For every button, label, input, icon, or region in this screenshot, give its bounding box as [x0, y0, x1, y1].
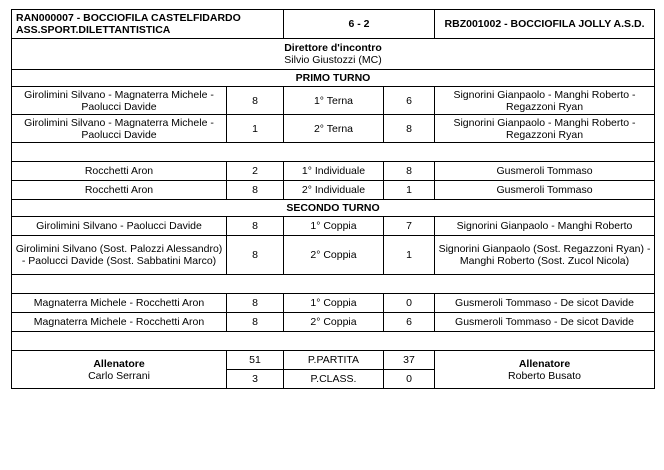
match-type: 2° Coppia: [284, 236, 384, 275]
home-players: Magnaterra Michele - Rocchetti Aron: [12, 313, 227, 332]
match-type: 1° Coppia: [284, 294, 384, 313]
away-score: 1: [384, 236, 435, 275]
home-partita-points: 51: [227, 351, 284, 370]
director-name: Silvio Giustozzi (MC): [284, 54, 382, 66]
section-title-second: SECONDO TURNO: [12, 200, 655, 217]
section-title-first: PRIMO TURNO: [12, 70, 655, 87]
spacer-row: [12, 332, 655, 351]
home-players: Girolimini Silvano - Magnaterra Michele - Paolucci Davide: [12, 87, 227, 115]
match-type: 1° Individuale: [284, 162, 384, 181]
away-score: 6: [384, 313, 435, 332]
home-coach-cell: [12, 351, 227, 389]
home-coach-label: Allenatore: [93, 357, 145, 370]
home-team: [12, 10, 284, 39]
away-players: Gusmeroli Tommaso: [435, 181, 655, 200]
final-score: 6 - 2: [284, 10, 435, 39]
away-coach-label: Allenatore: [518, 357, 571, 370]
match-row: [12, 87, 655, 115]
spacer-cell: [12, 143, 655, 162]
home-score: 8: [227, 87, 284, 115]
away-players: Signorini Gianpaolo (Sost. Regazzoni Ryan) - Manghi Roberto (Sost. Zucol Nicola): [435, 236, 655, 275]
home-score: 8: [227, 294, 284, 313]
home-coach-name: Carlo Serrani: [88, 369, 150, 382]
home-players: Magnaterra Michele - Rocchetti Aron: [12, 294, 227, 313]
away-score: 6: [384, 87, 435, 115]
match-row: [12, 162, 655, 181]
away-score: 7: [384, 217, 435, 236]
header-row: [12, 10, 655, 39]
match-row: [12, 313, 655, 332]
spacer-row: [12, 143, 655, 162]
director-cell: [12, 39, 655, 70]
away-class-points: 0: [384, 370, 435, 389]
spacer-cell: [12, 275, 655, 294]
away-score: 8: [384, 162, 435, 181]
home-score: 2: [227, 162, 284, 181]
home-score: 8: [227, 236, 284, 275]
away-partita-points: 37: [384, 351, 435, 370]
match-type: 2° Terna: [284, 115, 384, 143]
home-class-points: 3: [227, 370, 284, 389]
home-score: 8: [227, 313, 284, 332]
home-players: Girolimini Silvano - Paolucci Davide: [12, 217, 227, 236]
home-players: Rocchetti Aron: [12, 162, 227, 181]
home-team-name: RAN000007 - BOCCIOFILA CASTELFIDARDO: [16, 12, 241, 24]
director-row: [12, 39, 655, 70]
match-row: [12, 236, 655, 275]
home-players: Girolimini Silvano - Magnaterra Michele - Paolucci Davide: [12, 115, 227, 143]
home-players: Rocchetti Aron: [12, 181, 227, 200]
away-players: Signorini Gianpaolo - Manghi Roberto - Regazzoni Ryan: [435, 115, 655, 143]
home-players: Girolimini Silvano (Sost. Palozzi Alessandro) - Paolucci Davide (Sost. Sabbatini Marco): [12, 236, 227, 275]
home-score: 1: [227, 115, 284, 143]
match-row: [12, 181, 655, 200]
home-team-name-line2: ASS.SPORT.DILETTANTISTICA: [16, 24, 171, 36]
away-team-name: RBZ001002 - BOCCIOFILA JOLLY A.S.D.: [435, 10, 655, 39]
away-players: Signorini Gianpaolo - Manghi Roberto: [435, 217, 655, 236]
away-players: Gusmeroli Tommaso - De sicot Davide: [435, 313, 655, 332]
match-type: 1° Terna: [284, 87, 384, 115]
match-row: [12, 294, 655, 313]
match-report-table: [11, 9, 655, 389]
match-report: [11, 9, 654, 389]
match-type: 2° Individuale: [284, 181, 384, 200]
home-score: 8: [227, 217, 284, 236]
footer-row-partita: [12, 351, 655, 370]
match-row: [12, 115, 655, 143]
away-coach-cell: [435, 351, 655, 389]
section-row-first: [12, 70, 655, 87]
away-coach-name: Roberto Busato: [508, 369, 581, 382]
section-row-second: [12, 200, 655, 217]
class-label: P.CLASS.: [284, 370, 384, 389]
home-score: 8: [227, 181, 284, 200]
away-players: Signorini Gianpaolo - Manghi Roberto - Regazzoni Ryan: [435, 87, 655, 115]
away-score: 0: [384, 294, 435, 313]
spacer-row: [12, 275, 655, 294]
partita-label: P.PARTITA: [284, 351, 384, 370]
spacer-cell: [12, 332, 655, 351]
match-row: [12, 217, 655, 236]
match-type: 1° Coppia: [284, 217, 384, 236]
away-score: 8: [384, 115, 435, 143]
director-label: Direttore d'incontro: [284, 42, 382, 54]
away-players: Gusmeroli Tommaso - De sicot Davide: [435, 294, 655, 313]
match-type: 2° Coppia: [284, 313, 384, 332]
away-score: 1: [384, 181, 435, 200]
away-players: Gusmeroli Tommaso: [435, 162, 655, 181]
